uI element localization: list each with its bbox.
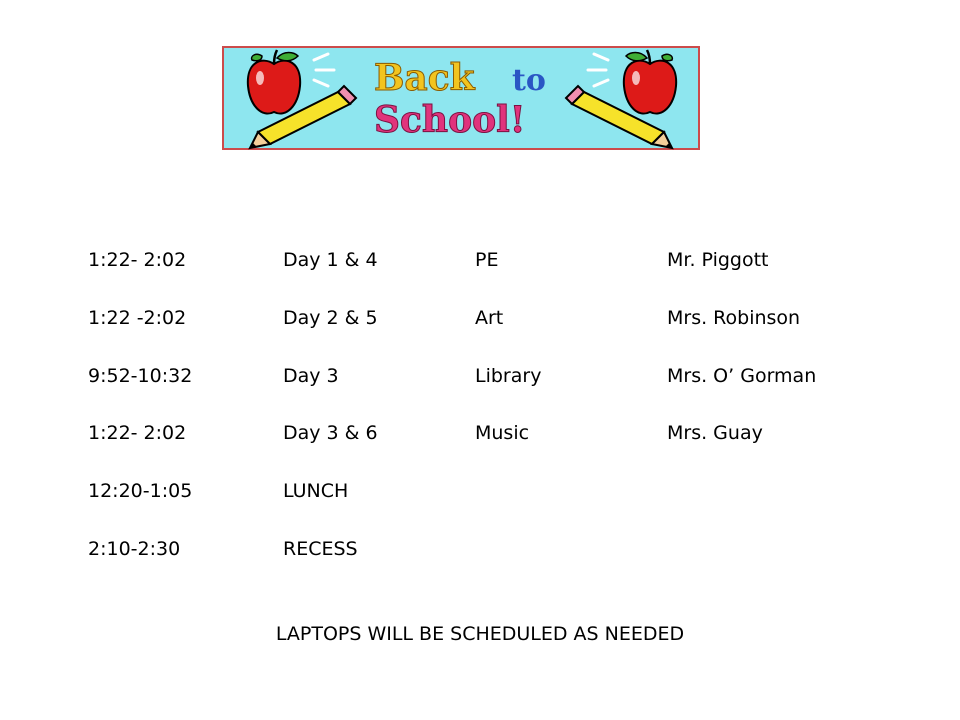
day-label: Day 1 & 4 xyxy=(283,249,378,271)
time-slot: 2:10-2:30 xyxy=(88,537,181,560)
teacher-name: Mrs. Guay xyxy=(667,422,763,445)
subject-label: PE xyxy=(475,249,499,271)
day-label: Day 2 & 5 xyxy=(283,306,378,329)
time-slot: 1:22 -2:02 xyxy=(88,306,187,329)
day-label: Day 3 xyxy=(283,364,339,387)
time-slot: 1:22- 2:02 xyxy=(88,422,187,445)
back-to-school-banner xyxy=(222,46,700,150)
time-slot: 9:52-10:32 xyxy=(88,364,193,387)
schedule-row xyxy=(88,246,888,304)
schedule-row xyxy=(88,477,888,535)
apple-icon xyxy=(624,50,676,114)
time-slot: 12:20-1:05 xyxy=(88,480,193,503)
schedule-row xyxy=(88,419,888,477)
apple-icon xyxy=(248,50,300,114)
time-slot: 1:22- 2:02 xyxy=(88,249,187,271)
schedule-row xyxy=(88,362,888,420)
teacher-name: Mrs. Robinson xyxy=(667,306,801,329)
schedule-row xyxy=(88,304,888,362)
banner-graphic xyxy=(222,46,700,150)
day-label: Day 3 & 6 xyxy=(283,422,378,445)
teacher-name: Mrs. O’ Gorman xyxy=(667,364,817,387)
subject-label: Library xyxy=(475,364,542,387)
laptops-note: LAPTOPS WILL BE SCHEDULED AS NEEDED xyxy=(275,623,685,645)
banner-word-to: to xyxy=(512,63,546,98)
day-label: LUNCH xyxy=(283,480,349,503)
teacher-name: Mr. Piggott xyxy=(667,249,769,271)
subject-label: Art xyxy=(475,306,504,329)
subject-label: Music xyxy=(475,422,530,445)
schedule-row xyxy=(88,535,888,593)
day-label: RECESS xyxy=(283,537,358,560)
banner-word-school: School! xyxy=(374,99,526,141)
schedule-list xyxy=(88,246,888,593)
banner-word-back: Back xyxy=(374,57,475,99)
